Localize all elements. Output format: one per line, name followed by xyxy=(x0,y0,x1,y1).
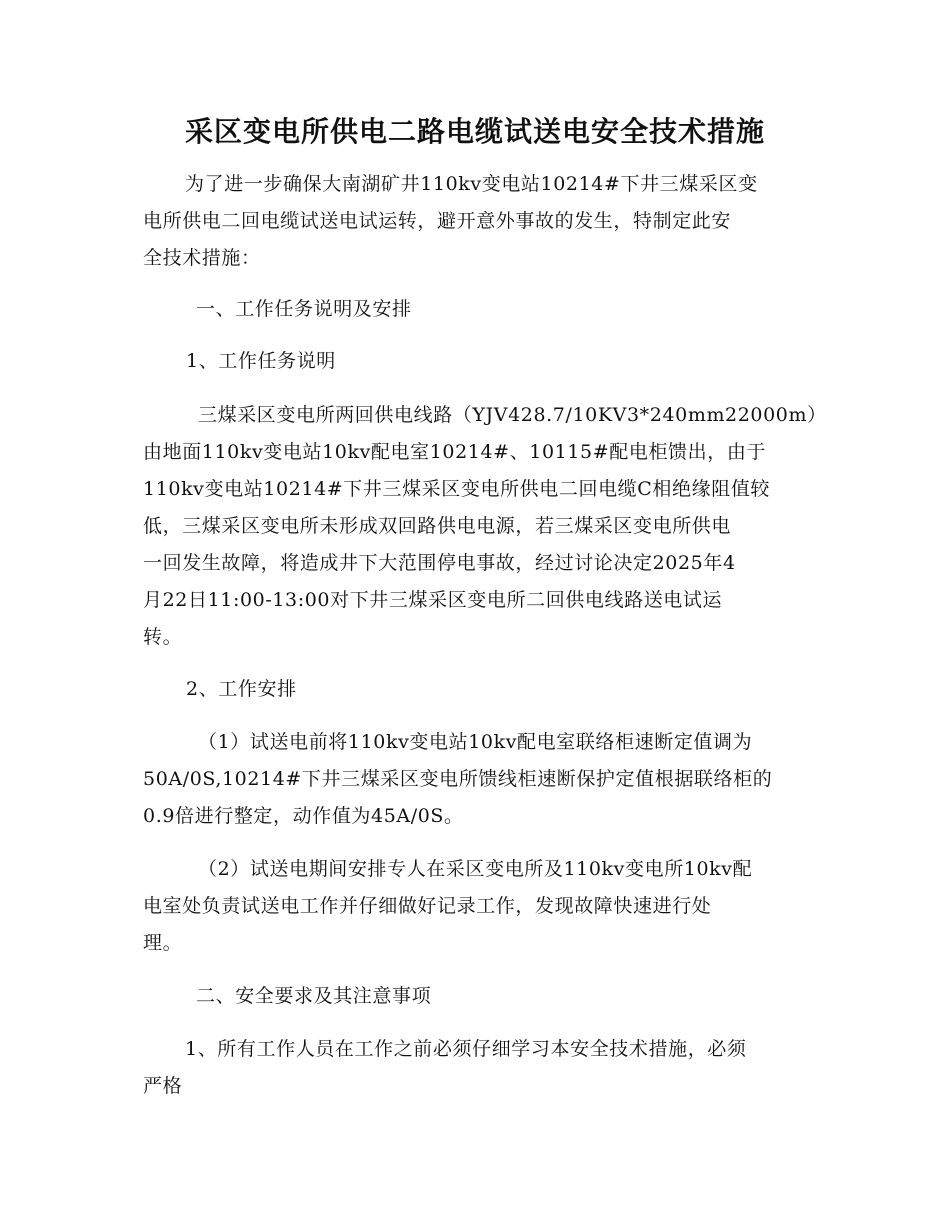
body-line: （2）试送电期间安排专人在采区变电所及110kv变电所10kv配 xyxy=(198,858,753,880)
body-line: 50A/0S,10214#下井三煤采区变电所馈线柜速断保护定值根据联络柜的 xyxy=(143,768,773,790)
body-line: 一回发生故障，将造成井下大范围停电事故，经过讨论决定2025年4 xyxy=(143,552,736,574)
body-line: 理。 xyxy=(143,932,183,954)
arrangement-item-2 xyxy=(143,851,808,962)
document-title: 采区变电所供电二路电缆试送电安全技术措施 xyxy=(184,115,765,148)
body-line: （1）试送电前将110kv变电站10kv配电室联络柜速断定值调为 xyxy=(198,731,753,753)
body-line: 严格 xyxy=(143,1075,183,1097)
body-line: 由地面110kv变电站10kv配电室10214#、10115#配电柜馈出，由于 xyxy=(143,441,767,463)
intro-line: 电所供电二回电缆试送电试运转，避开意外事故的发生，特制定此安 xyxy=(143,210,732,232)
body-line: 1、所有工作人员在工作之前必须仔细学习本安全技术措施，必须 xyxy=(185,1038,747,1060)
subsection-1-body xyxy=(143,397,827,656)
intro-line: 全技术措施： xyxy=(143,247,261,269)
body-line: 三煤采区变电所两回供电线路（YJV428.7/10KV3*240mm22000m） xyxy=(198,404,827,426)
body-line: 0.9倍进行整定，动作值为45A/0S。 xyxy=(143,805,464,827)
subsection-1-heading: 1、工作任务说明 xyxy=(186,350,336,372)
body-line: 低，三煤采区变电所未形成双回路供电电源，若三煤采区变电所供电 xyxy=(143,515,732,537)
body-line: 110kv变电站10214#下井三煤采区变电所供电二回电缆C相绝缘阻值较 xyxy=(143,478,771,500)
intro-line: 为了进一步确保大南湖矿井110kv变电站10214#下井三煤采区变 xyxy=(185,173,758,195)
subsection-2-heading: 2、工作安排 xyxy=(186,678,297,700)
section-1-heading: 一、工作任务说明及安排 xyxy=(196,298,412,320)
section-2-heading: 二、安全要求及其注意事项 xyxy=(196,985,432,1007)
body-line: 月22日11:00-13:00对下井三煤采区变电所二回供电线路送电试运 xyxy=(143,589,723,611)
body-line: 电室处负责试送电工作并仔细做好记录工作，发现故障快速进行处 xyxy=(143,895,712,917)
body-line: 转。 xyxy=(143,626,183,648)
arrangement-item-1 xyxy=(143,724,808,835)
intro-paragraph xyxy=(143,166,808,277)
requirement-1 xyxy=(143,1031,808,1105)
